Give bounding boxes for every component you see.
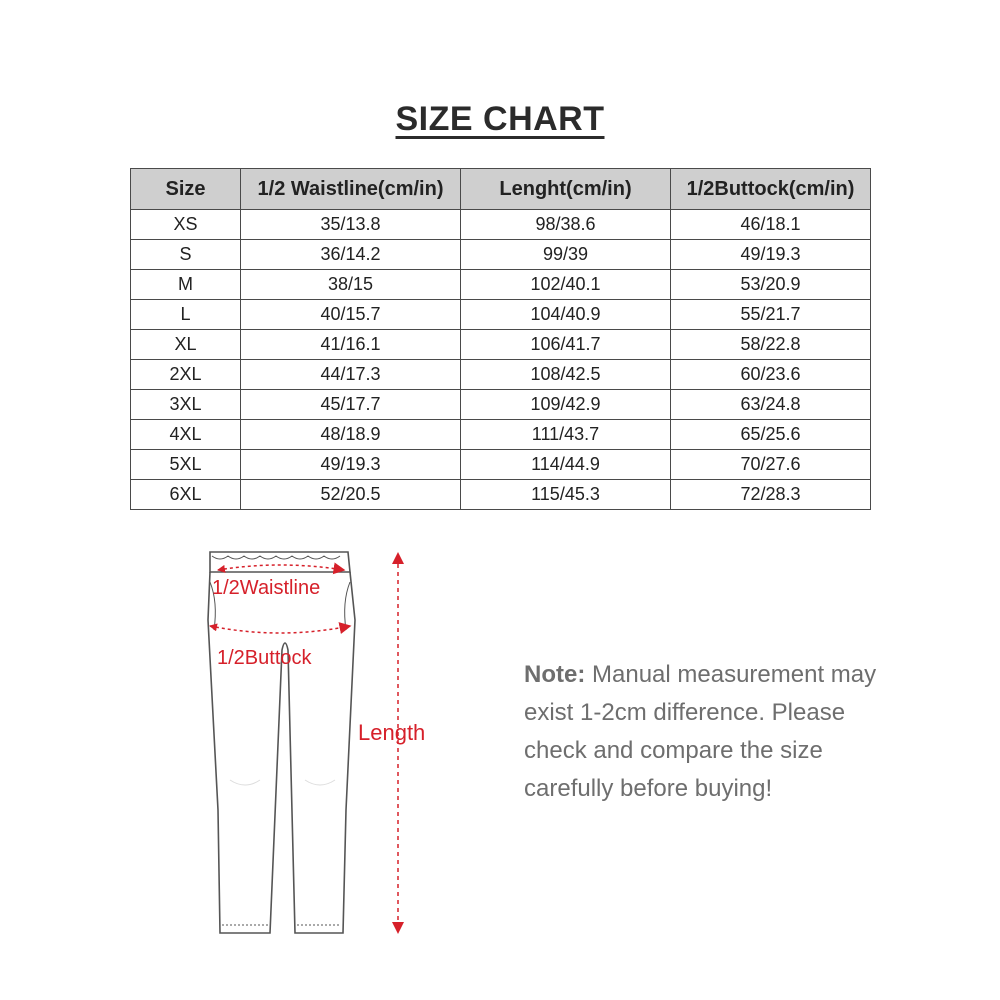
cell-length: 102/40.1 — [461, 270, 671, 300]
table-row — [131, 330, 871, 360]
cell-waistline: 38/15 — [241, 270, 461, 300]
cell-waistline: 36/14.2 — [241, 240, 461, 270]
size-table — [130, 168, 871, 510]
note-label: Note: — [524, 661, 586, 688]
table-row — [131, 210, 871, 240]
table-row — [131, 480, 871, 510]
cell-size: 6XL — [131, 480, 241, 510]
header-buttock: 1/2Buttock(cm/in) — [671, 169, 871, 210]
cell-size: 5XL — [131, 450, 241, 480]
cell-size: L — [131, 300, 241, 330]
pants-outline — [208, 552, 355, 933]
cell-length: 106/41.7 — [461, 330, 671, 360]
pants-diagram — [190, 540, 440, 940]
cell-waistline: 44/17.3 — [241, 360, 461, 390]
cell-buttock: 53/20.9 — [671, 270, 871, 300]
table-row — [131, 420, 871, 450]
cell-buttock: 49/19.3 — [671, 240, 871, 270]
buttock-label: 1/2Buttock — [217, 647, 312, 669]
cell-buttock: 55/21.7 — [671, 300, 871, 330]
cell-size: 4XL — [131, 420, 241, 450]
cell-buttock: 46/18.1 — [671, 210, 871, 240]
header-length: Lenght(cm/in) — [461, 169, 671, 210]
cell-buttock: 70/27.6 — [671, 450, 871, 480]
table-row — [131, 300, 871, 330]
cell-length: 109/42.9 — [461, 390, 671, 420]
cell-length: 115/45.3 — [461, 480, 671, 510]
cell-size: XL — [131, 330, 241, 360]
cell-length: 111/43.7 — [461, 420, 671, 450]
table-row — [131, 270, 871, 300]
cell-length: 104/40.9 — [461, 300, 671, 330]
length-label: Length — [358, 720, 426, 745]
cell-waistline: 41/16.1 — [241, 330, 461, 360]
length-arrow-top-icon — [392, 552, 404, 564]
table-row — [131, 390, 871, 420]
size-chart-title: SIZE CHART — [395, 100, 605, 138]
note-text: Manual measurement may exist 1-2cm difference. Please check and compare the size carefully before buying! — [524, 661, 877, 802]
cell-length: 108/42.5 — [461, 360, 671, 390]
cell-buttock: 58/22.8 — [671, 330, 871, 360]
header-waistline: 1/2 Waistline(cm/in) — [241, 169, 461, 210]
cell-buttock: 63/24.8 — [671, 390, 871, 420]
cell-size: XS — [131, 210, 241, 240]
header-size: Size — [131, 169, 241, 210]
cell-buttock: 60/23.6 — [671, 360, 871, 390]
cell-waistline: 45/17.7 — [241, 390, 461, 420]
cell-size: M — [131, 270, 241, 300]
cell-waistline: 52/20.5 — [241, 480, 461, 510]
cell-size: 2XL — [131, 360, 241, 390]
waistline-label: 1/2Waistline — [212, 577, 321, 599]
cell-size: S — [131, 240, 241, 270]
cell-size: 3XL — [131, 390, 241, 420]
waistline-measure — [218, 565, 344, 570]
cell-buttock: 65/25.6 — [671, 420, 871, 450]
buttock-measure — [210, 626, 350, 633]
table-header-row — [131, 169, 871, 210]
cell-buttock: 72/28.3 — [671, 480, 871, 510]
table-row — [131, 360, 871, 390]
cell-length: 114/44.9 — [461, 450, 671, 480]
length-arrow-bottom-icon — [392, 922, 404, 934]
cell-waistline: 49/19.3 — [241, 450, 461, 480]
cell-waistline: 35/13.8 — [241, 210, 461, 240]
table-row — [131, 450, 871, 480]
note-block — [524, 656, 884, 808]
cell-waistline: 40/15.7 — [241, 300, 461, 330]
cell-length: 98/38.6 — [461, 210, 671, 240]
cell-length: 99/39 — [461, 240, 671, 270]
cell-waistline: 48/18.9 — [241, 420, 461, 450]
table-row — [131, 240, 871, 270]
